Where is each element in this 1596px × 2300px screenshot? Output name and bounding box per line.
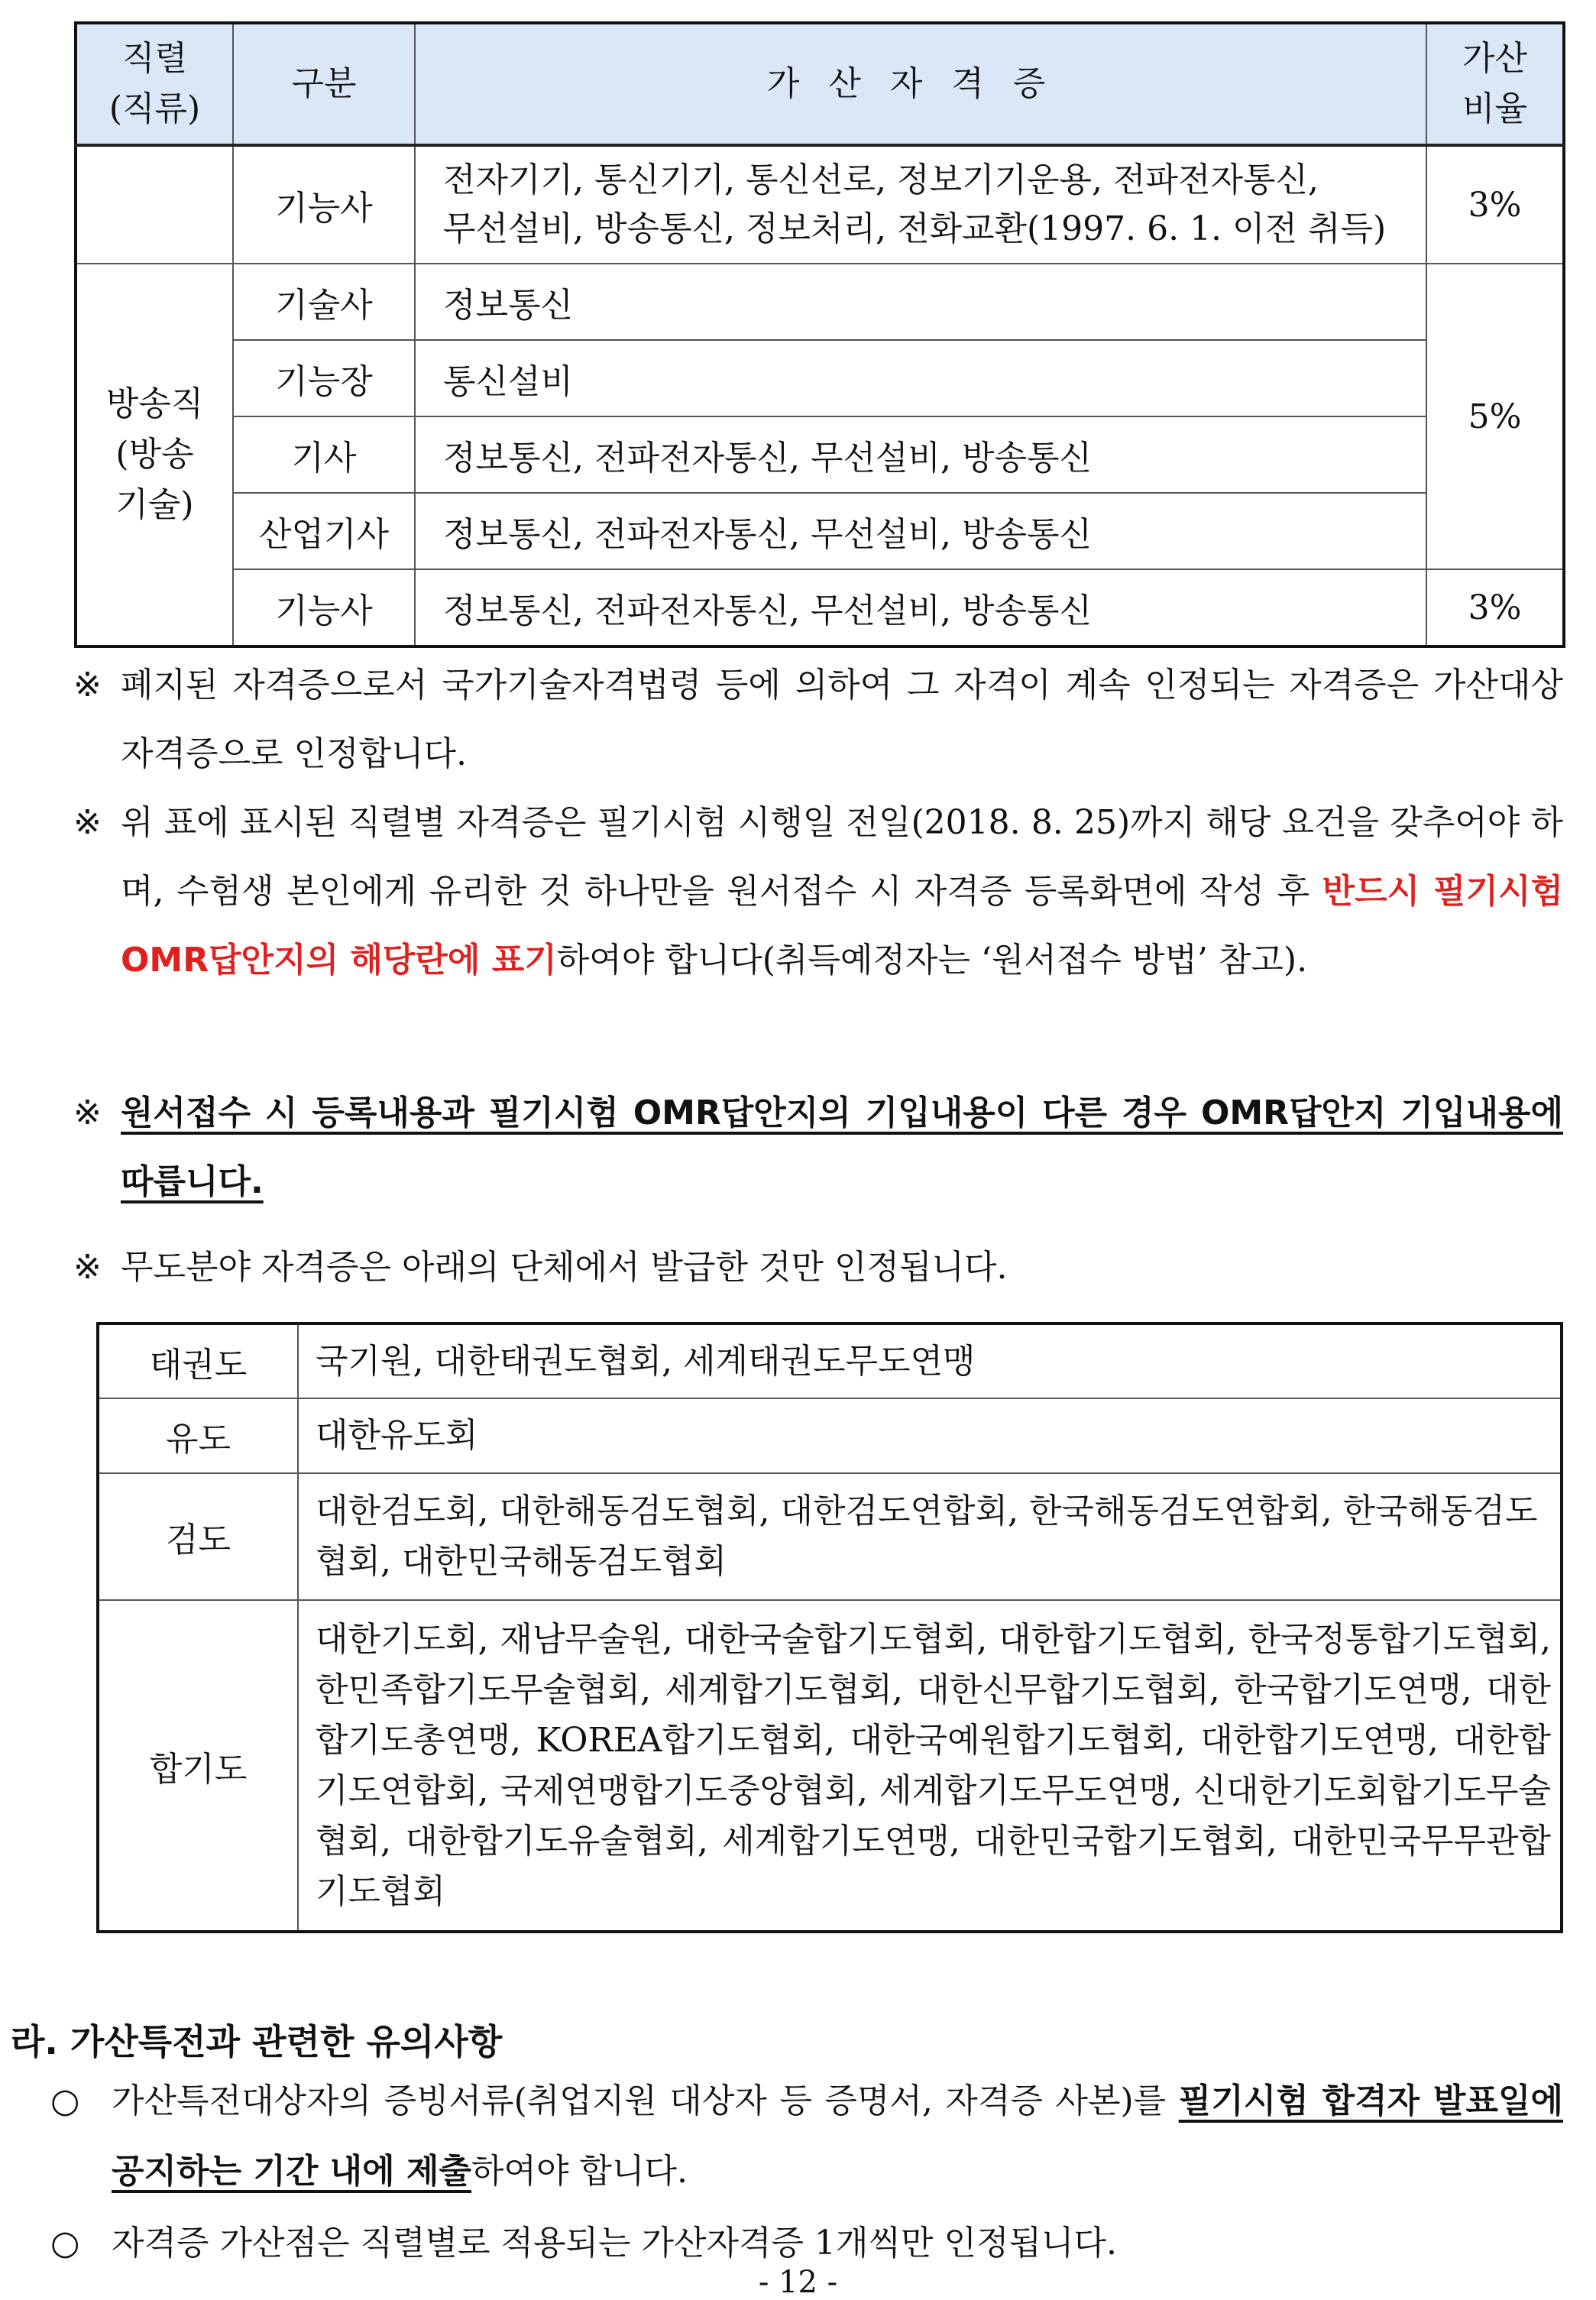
- header-rate: 가산 비율: [1426, 23, 1564, 145]
- org-list-cell: 대한기도회, 재남무술원, 대한국술합기도협회, 대한합기도협회, 한국정통합기도협회, 한민족합기도무술협회, 세계합기도협회, 대한신무합기도협회, 한국합기도연맹, 대한합기도총연맹, KOREA합기도협회, 대한국예원합기도협회, 대한합기도연맹, 대한합기도연합회, 국제연맹합기도중앙협회, 세계합기도무도연맹, 신대한기도회합기도무술협회, 대한합기도유술협회, 세계합기도연맹, 대한민국합기도협회, 대한민국무무관합기도협회: [298, 1600, 1562, 1932]
- bullet-text: 가산특전대상자의 증빙서류(취업지원 대상자 등 증명서, 자격증 사본)를 필기시험 합격자 발표일에 공지하는 기간 내에 제출하여야 합니다.: [112, 2081, 1563, 2191]
- category-cell: 산업기사: [233, 493, 415, 569]
- note-3: [73, 1079, 1563, 1216]
- art-name-cell: 태권도: [98, 1323, 298, 1398]
- series-cell-broadcast: 방송직 (방송 기술): [76, 264, 233, 646]
- bullet-circle: ○: [50, 2224, 80, 2263]
- certs-cell: 정보통신, 전파전자통신, 무선설비, 방송통신: [415, 493, 1426, 569]
- table-row: [76, 493, 1564, 569]
- note-text: [121, 1079, 1563, 1216]
- rate-cell: 3%: [1426, 569, 1564, 646]
- table-row: [76, 145, 1564, 264]
- table-row: [76, 264, 1564, 340]
- category-cell: 기능장: [233, 340, 415, 416]
- table-row: [98, 1473, 1562, 1600]
- table-row: [76, 340, 1564, 416]
- bullet-text: 자격증 가산점은 직렬별로 적용되는 가산자격증 1개씩만 인정됩니다.: [112, 2224, 1118, 2263]
- reference-mark: ※: [73, 803, 102, 842]
- note-2: [73, 789, 1563, 995]
- category-cell: 기사: [233, 416, 415, 493]
- art-name-cell: 합기도: [98, 1600, 298, 1932]
- org-list-cell: 대한검도회, 대한해동검도협회, 대한검도연합회, 한국해동검도연합회, 한국해동검도협회, 대한민국해동검도협회: [298, 1473, 1562, 1600]
- note-text: 무도분야 자격증은 아래의 단체에서 발급한 것만 인정됩니다.: [121, 1248, 1008, 1287]
- martial-arts-table: [96, 1322, 1563, 1933]
- rate-cell-group: 5%: [1426, 264, 1564, 569]
- bullet-emphasis-underline: 필기시험 합격자 발표일에 공지하는 기간 내에 제출: [112, 2081, 1563, 2191]
- note-text: 위 표에 표시된 직렬별 자격증은 필기시험 시행일 전일(2018. 8. 25)까지 해당 요건을 갖추어야 하며, 수험생 본인에게 유리한 것 하나만을 원서접수 시 자격증 등록화면에 작성 후 반드시 필기시험 OMR답안지의 해당란에 표기하여야 합니다(취득예정자는 ‘원서접수 방법’ 참고).: [121, 803, 1563, 980]
- note-emphasis-underline: 원서접수 시 등록내용과 필기시험 OMR답안지의 기입내용이 다른 경우 OMR답안지 기입내용에 따릅니다.: [121, 1093, 1563, 1201]
- note-4: [73, 1233, 1563, 1302]
- reference-mark: ※: [73, 1248, 102, 1287]
- note-1: [73, 651, 1563, 789]
- header-certs: 가산자격증: [415, 23, 1426, 145]
- section-heading: 라. 가산특전과 관련한 유의사항: [11, 2021, 503, 2062]
- org-list-cell: 대한유도회: [298, 1398, 1562, 1473]
- qualification-table: [74, 21, 1565, 648]
- org-list-cell: 국기원, 대한태권도협회, 세계태권도무도연맹: [298, 1323, 1562, 1398]
- series-cell-empty: [76, 145, 233, 264]
- art-name-cell: 유도: [98, 1398, 298, 1473]
- rate-cell: 3%: [1426, 145, 1564, 264]
- category-cell: 기술사: [233, 264, 415, 340]
- bullet-item-1: [50, 2066, 1563, 2207]
- certs-cell: 전자기기, 통신기기, 통신선로, 정보기기운용, 전파전자통신, 무선설비, 방송통신, 정보처리, 전화교환(1997. 6. 1. 이전 취득): [415, 145, 1426, 264]
- bullet-circle: ○: [50, 2081, 80, 2120]
- certs-cell: 정보통신, 전파전자통신, 무선설비, 방송통신: [415, 416, 1426, 493]
- table-row: [98, 1398, 1562, 1473]
- category-cell: 기능사: [233, 145, 415, 264]
- certs-cell: 정보통신, 전파전자통신, 무선설비, 방송통신: [415, 569, 1426, 646]
- note-emphasis-red: 반드시 필기시험 OMR답안지의 해당란에 표기: [121, 872, 1563, 980]
- table-row: [98, 1600, 1562, 1932]
- category-cell: 기능사: [233, 569, 415, 646]
- table-header-row: [76, 23, 1564, 145]
- header-series: 직렬 (직류): [76, 23, 233, 145]
- header-category: 구분: [233, 23, 415, 145]
- certs-cell: 통신설비: [415, 340, 1426, 416]
- table-row: [98, 1323, 1562, 1398]
- reference-mark: ※: [73, 1093, 102, 1132]
- note-text: 폐지된 자격증으로서 국가기술자격법령 등에 의하여 그 자격이 계속 인정되는 자격증은 가산대상 자격증으로 인정합니다.: [121, 666, 1563, 773]
- reference-mark: ※: [73, 666, 102, 705]
- page-number: - 12 -: [758, 2265, 838, 2300]
- table-row: [76, 416, 1564, 493]
- certs-cell: 정보통신: [415, 264, 1426, 340]
- art-name-cell: 검도: [98, 1473, 298, 1600]
- table-row: [76, 569, 1564, 646]
